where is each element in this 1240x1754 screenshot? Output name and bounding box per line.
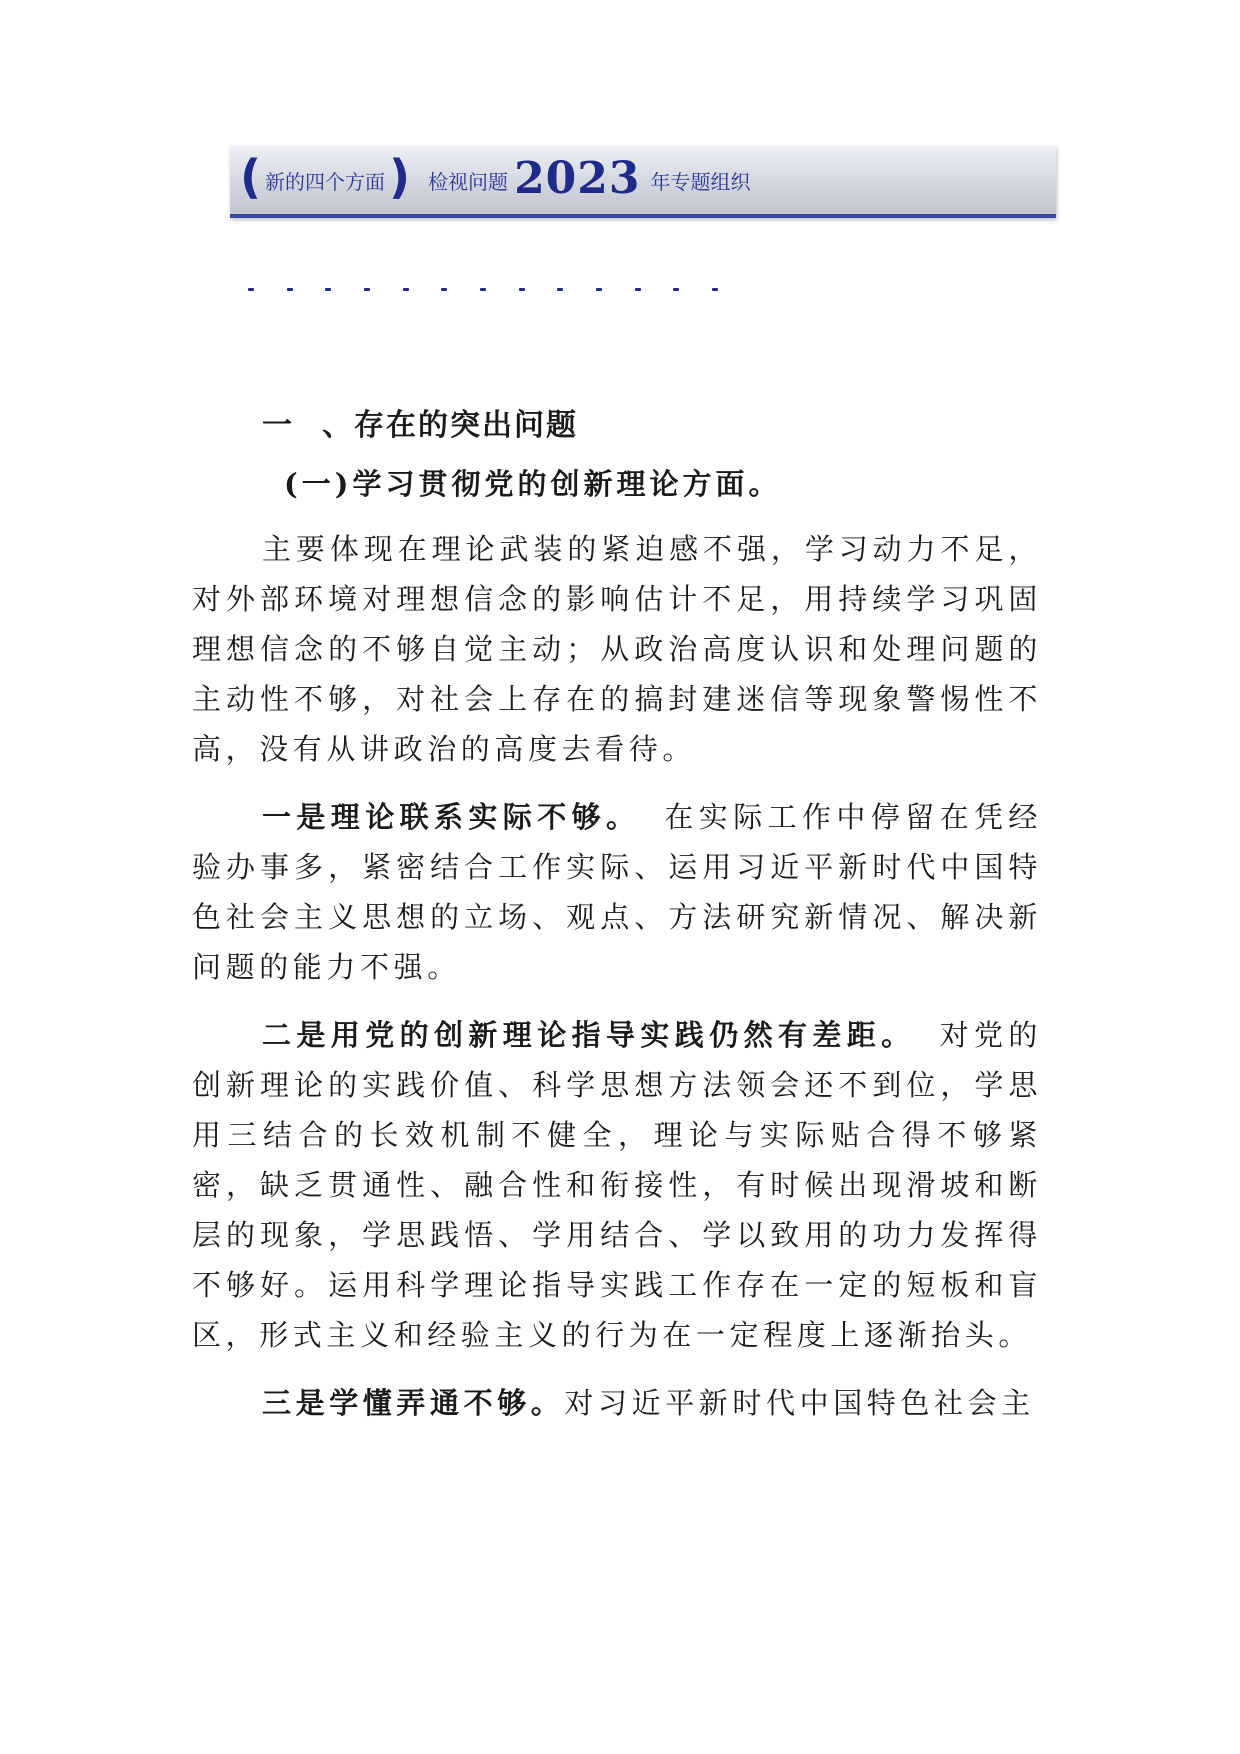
document-title-banner xyxy=(230,146,1056,218)
section-heading-1 xyxy=(262,404,1042,448)
title-paren-close: ) xyxy=(389,150,411,204)
paragraph-point-2 xyxy=(192,1010,1042,1360)
title-year: 2023 xyxy=(514,152,641,204)
point-2-lead: 二是用党的创新理论指导实践仍然有差距。 xyxy=(262,1018,916,1052)
title-prefix: 新的四个方面 xyxy=(265,169,386,194)
document-body xyxy=(192,404,1042,1428)
paragraph-intro: 主要体现在理论武装的紧迫感不强，学习动力不足，对外部环境对理想信念的影响估计不足，用持续学习巩固理想信念的不够自觉主动；从政治高度认识和处理问题的主动性不够，对社会上存在的搞封建迷信等现象警惕性不高，没有从讲政治的高度去看待。 xyxy=(192,532,1042,766)
paragraph-point-1 xyxy=(192,792,1042,992)
section-title: 、存在的突出问题 xyxy=(322,408,578,443)
title-paren-open: ( xyxy=(240,150,262,204)
point-1-lead: 一是理论联系实际不够。 xyxy=(262,800,641,834)
subsection-heading-1: (一)学习贯彻党的创新理论方面。 xyxy=(284,467,782,501)
point-3-body: 对习近平新时代中国特色社会主 xyxy=(564,1386,1035,1420)
decorative-dotted-line xyxy=(248,288,718,294)
section-number: 一 xyxy=(262,408,294,443)
point-3-lead: 三是学懂弄通不够。 xyxy=(262,1386,565,1420)
point-1-body: 在实际工作中停留在凭经验办事多，紧密结合工作实际、运用习近平新时代中国特色社会主义思想的立场、观点、方法研究新情况、解决新问题的能力不强。 xyxy=(192,800,1042,984)
title-mid: 检视问题 xyxy=(428,169,509,194)
title-suffix: 年专题组织 xyxy=(650,169,751,194)
paragraph-point-3 xyxy=(192,1378,1042,1428)
point-2-body: 对党的创新理论的实践价值、科学思想方法领会还不到位，学思用三结合的长效机制不健全，理论与实际贴合得不够紧密，缺乏贯通性、融合性和衔接性，有时候出现滑坡和断层的现象，学思践悟、学用结合、学以致用的功力发挥得不够好。运用科学理论指导实践工作存在一定的短板和盲区，形式主义和经验主义的行为在一定程度上逐渐抬头。 xyxy=(192,1018,1042,1352)
